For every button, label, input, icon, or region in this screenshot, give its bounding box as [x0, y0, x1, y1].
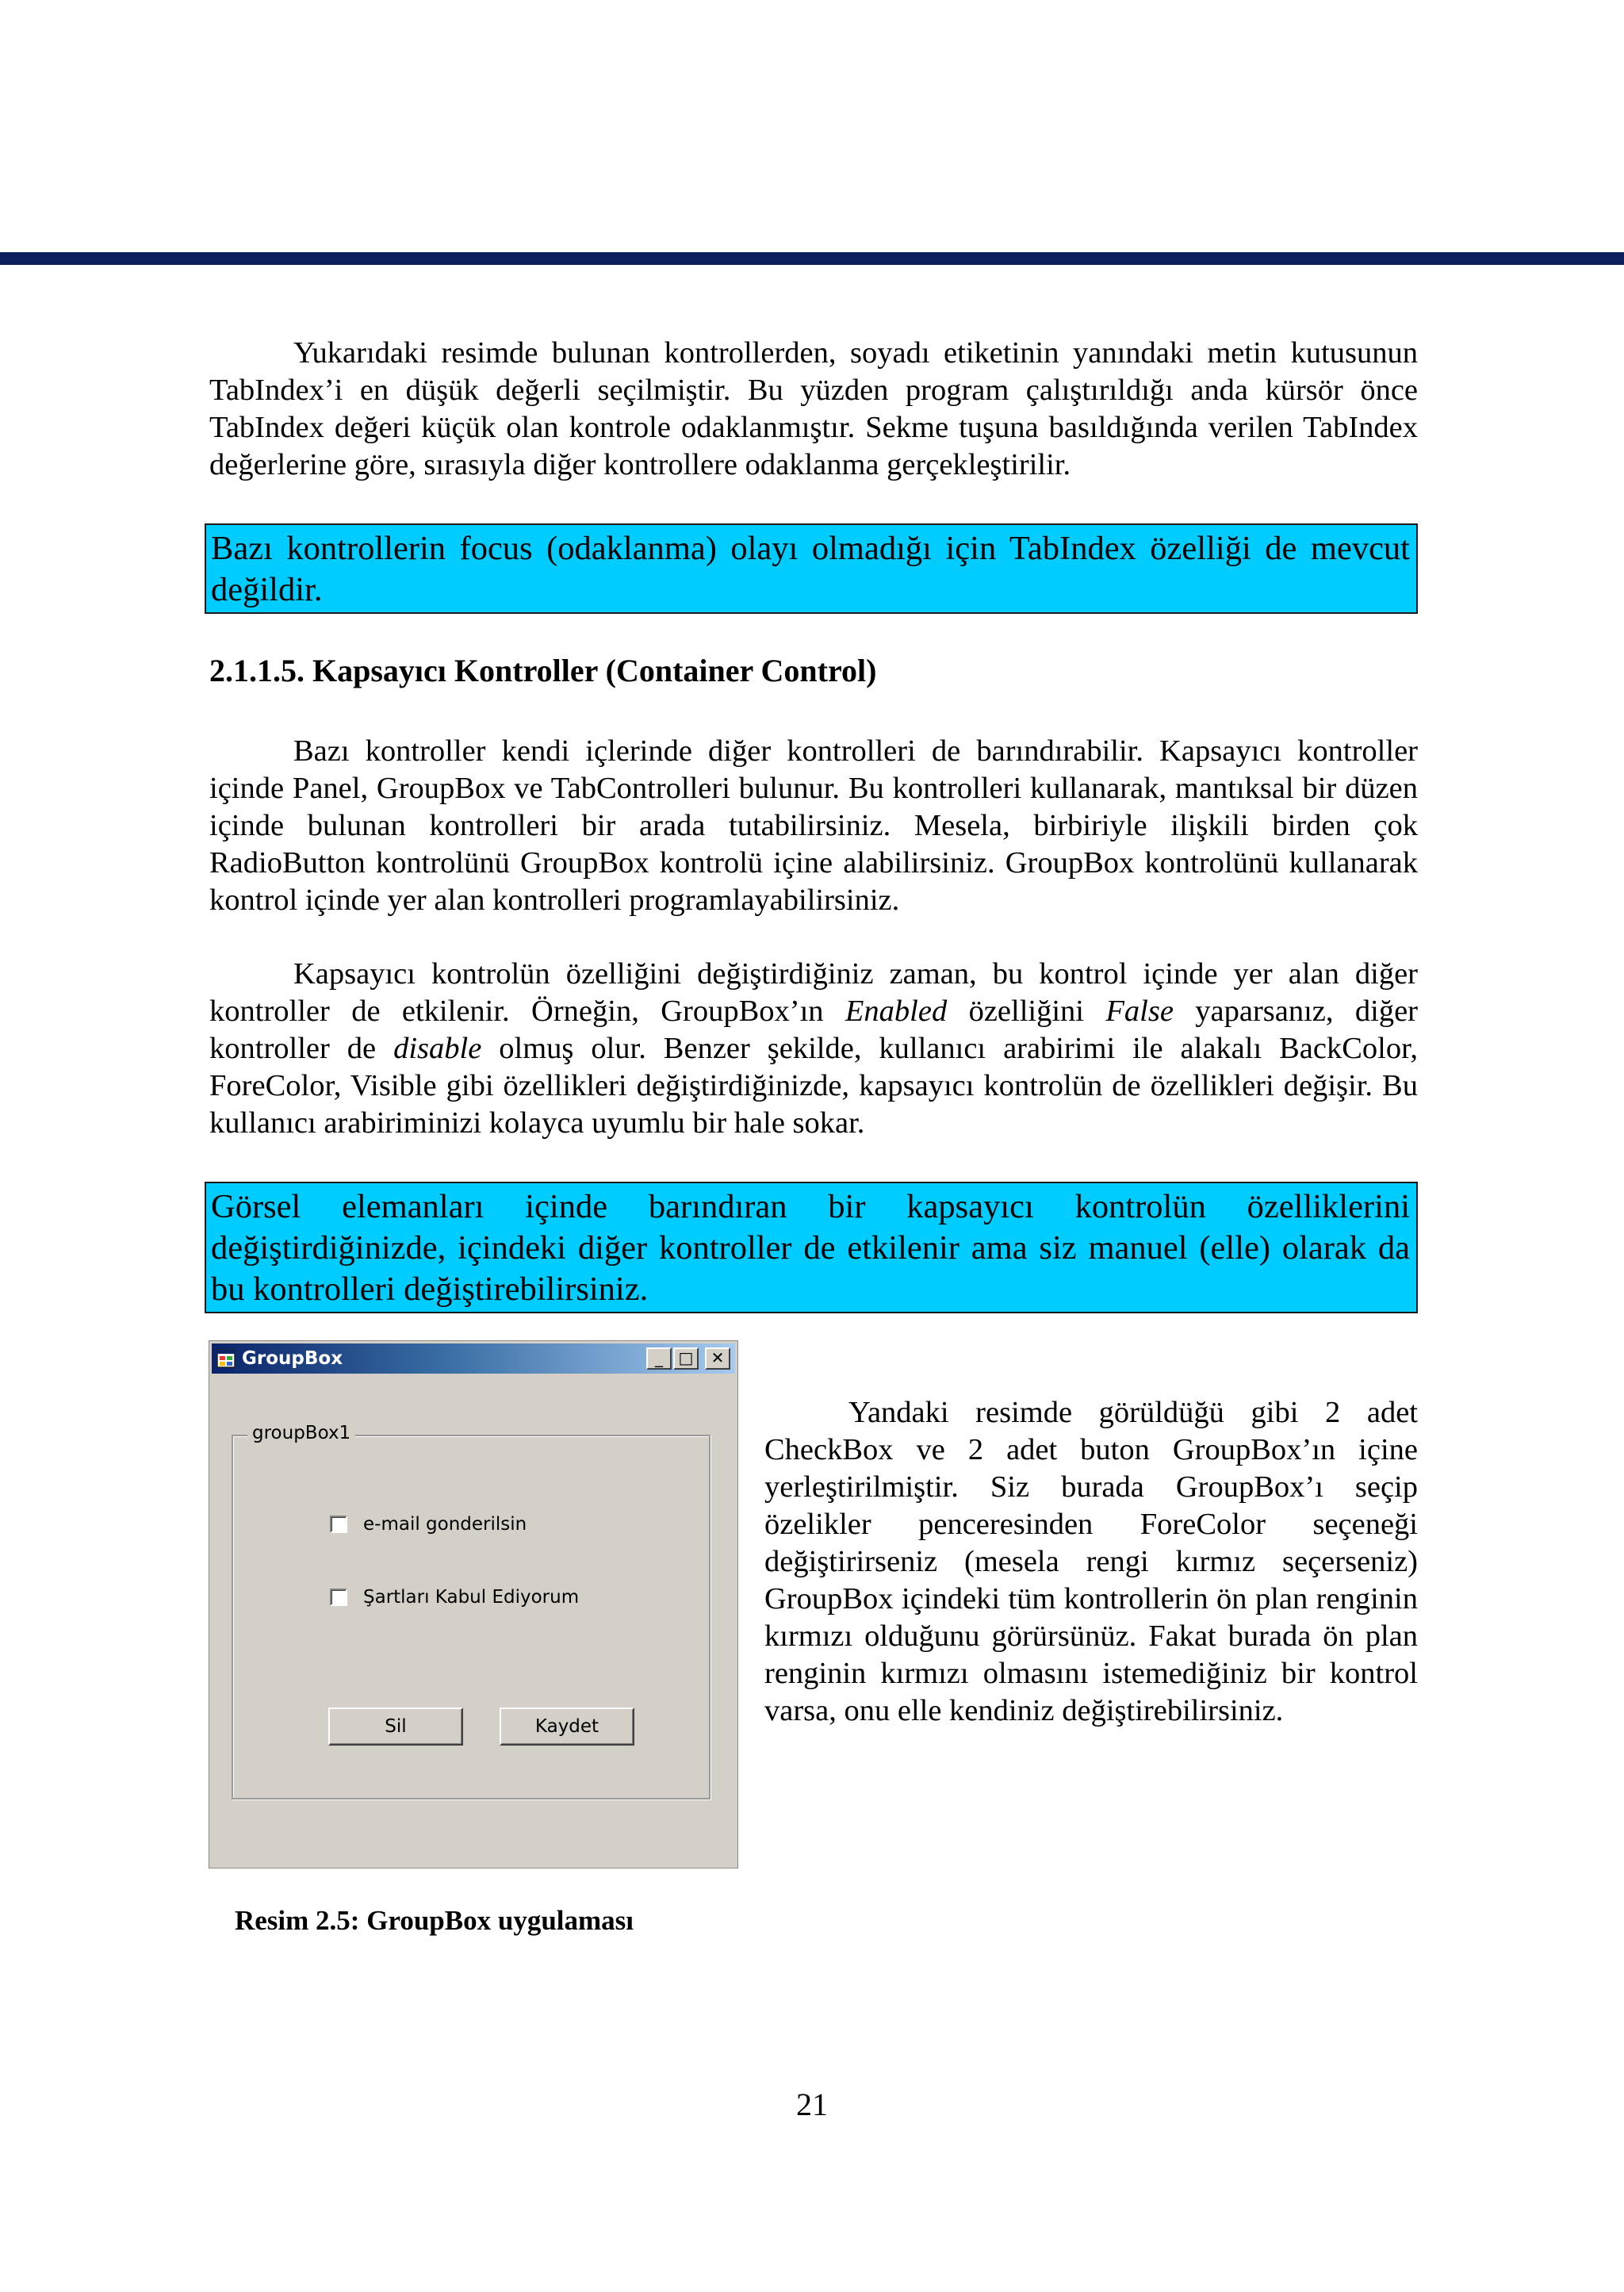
side-paragraph: Yandaki resimde görüldüğü gibi 2 adet CheckBox ve 2 adet buton GroupBox’ın içine yerleştirilmiştir. Siz burada GroupBox’ı seçip özelikler penceresinden ForeColor seçeneği değiştirirseniz (mesela rengi kırmız seçerseniz) GroupBox içindeki tüm kontrollerin ön plan renginin kırmızı olduğunu görürsünüz. Fakat burada ön plan renginin kırmızı olmasını istemediğiniz bir kontrol varsa, onu elle kendiniz değiştirebilirsiniz.: [764, 1396, 1418, 1727]
groupbox-label: groupBox1: [247, 1423, 355, 1443]
close-button[interactable]: ✕: [705, 1347, 730, 1370]
note-box-container: Görsel elemanları içinde barındıran bir kapsayıcı kontrolün özelliklerini değiştirdiğinizde, içindeki diğer kontroller de etkilenir ama siz manuel (elle) olarak da bu kontrolleri değiştirebilirsiniz.: [205, 1182, 1418, 1313]
section-heading: 2.1.1.5. Kapsayıcı Kontroller (Container Control): [209, 653, 877, 688]
page-number: 21: [796, 2087, 828, 2122]
paragraph-tabindex: Yukarıdaki resimde bulunan kontrollerden, soyadı etiketinin yanındaki metin kutusunun TabIndex’i en düşük değerli seçilmiştir. Bu yüzden program çalıştırıldığı anda kürsör önce TabIndex değeri küçük olan kontrole odaklanmıştır. Sekme tuşuna basıldığında verilen TabIndex değerlerine göre, sırasıyla diğer kontrollere odaklanma gerçekleştirilir.: [209, 336, 1418, 481]
paragraph-container-intro: Bazı kontroller kendi içlerinde diğer kontrolleri de barındırabilir. Kapsayıcı kontroller içinde Panel, GroupBox ve TabControlleri bulunur. Bu kontrolleri kullanarak, mantıksal bir düzen içinde bulunan kontrolleri bir arada tutabilirsiniz. Mesela, birbiriyle ilişkili birden çok RadioButton kontrolünü GroupBox kontrolü içine alabilirsiniz. GroupBox kontrolünü kullanarak kontrol içinde yer alan kontrolleri programlayabilirsiniz.: [209, 734, 1418, 917]
group-box: [232, 1423, 710, 1799]
paragraph-container-properties: Kapsayıcı kontrolün özelliğini değiştirdiğiniz zaman, bu kontrol içinde yer alan diğer kontroller de etkilenir. Örneğin, GroupBox’ın Enabled özelliğini False yaparsanız, diğer kontroller de disable olmuş olur. Benzer şekilde, kullanıcı arabirimi ile alakalı BackColor, ForeColor, Visible gibi özellikleri değiştirdiğinizde, kapsayıcı kontrolün de özellikleri değişir. Bu kullanıcı arabiriminizi kolayca uyumlu bir hale sokar.: [209, 957, 1418, 1140]
maximize-button[interactable]: □: [673, 1347, 699, 1370]
header-rule: [0, 252, 1624, 265]
form-icon: [216, 1349, 236, 1368]
checkbox-email-box[interactable]: [330, 1516, 347, 1533]
checkbox-email[interactable]: [330, 1514, 527, 1535]
window-title: GroupBox: [242, 1348, 343, 1369]
save-button[interactable]: Kaydet: [500, 1708, 634, 1746]
title-bar: [212, 1343, 735, 1374]
note-box-focus: Bazı kontrollerin focus (odaklanma) olayı olmadığı için TabIndex özelliği de mevcut değildir.: [205, 523, 1418, 614]
checkbox-terms-box[interactable]: [330, 1589, 347, 1606]
checkbox-email-label[interactable]: e-mail gonderilsin: [363, 1514, 527, 1535]
checkbox-terms-label[interactable]: Şartları Kabul Ediyorum: [363, 1587, 580, 1608]
delete-button[interactable]: Sil: [328, 1708, 463, 1746]
minimize-button[interactable]: _: [646, 1347, 672, 1370]
figure-caption: Resim 2.5: GroupBox uygulaması: [235, 1905, 634, 1936]
groupbox-form-window: [209, 1340, 738, 1868]
checkbox-terms[interactable]: [330, 1587, 579, 1608]
